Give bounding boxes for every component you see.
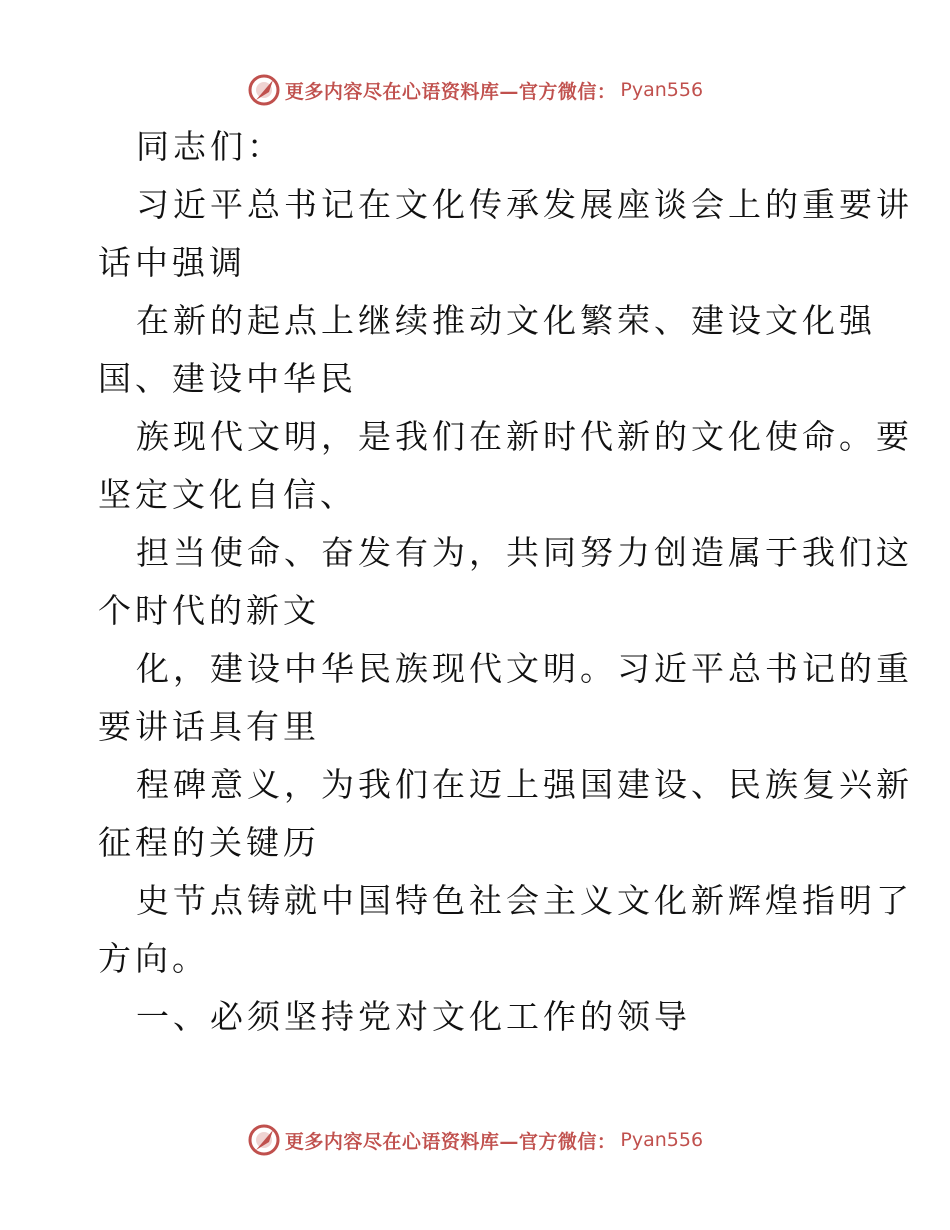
text-line: 担当使命、奋发有为，共同努力创造属于我们这	[136, 533, 913, 572]
text-line: 个时代的新文	[98, 591, 320, 630]
text-line: 坚定文化自信、	[98, 475, 357, 514]
watermark-wechat-id: Pyan556	[620, 1129, 704, 1151]
text-line: 要讲话具有里	[98, 707, 320, 746]
header-watermark	[0, 70, 950, 110]
watermark-text: 更多内容尽在心语资料库—官方微信：	[284, 1130, 617, 1153]
text-line: 化，建设中华民族现代文明。习近平总书记的重	[136, 649, 913, 688]
watermark-text: 更多内容尽在心语资料库—官方微信：	[284, 80, 617, 103]
text-line: 国、建设中华民	[98, 359, 357, 398]
footer-watermark	[0, 1120, 950, 1160]
text-line: 程碑意义，为我们在迈上强国建设、民族复兴新	[136, 765, 913, 804]
section-heading: 一、必须坚持党对文化工作的领导	[136, 997, 691, 1036]
watermark-wechat-id: Pyan556	[620, 79, 704, 101]
text-line: 族现代文明，是我们在新时代新的文化使命。要	[136, 417, 913, 456]
text-line: 习近平总书记在文化传承发展座谈会上的重要讲	[136, 185, 913, 224]
text-line: 同志们：	[136, 127, 284, 166]
text-line: 方向。	[98, 939, 209, 978]
quill-logo-icon	[247, 1123, 281, 1157]
document-body	[98, 118, 913, 1046]
text-line: 征程的关键历	[98, 823, 320, 862]
text-line: 史节点铸就中国特色社会主义文化新辉煌指明了	[136, 881, 913, 920]
quill-logo-icon	[247, 73, 281, 107]
text-line: 话中强调	[98, 243, 246, 282]
text-line: 在新的起点上继续推动文化繁荣、建设文化强	[136, 301, 876, 340]
